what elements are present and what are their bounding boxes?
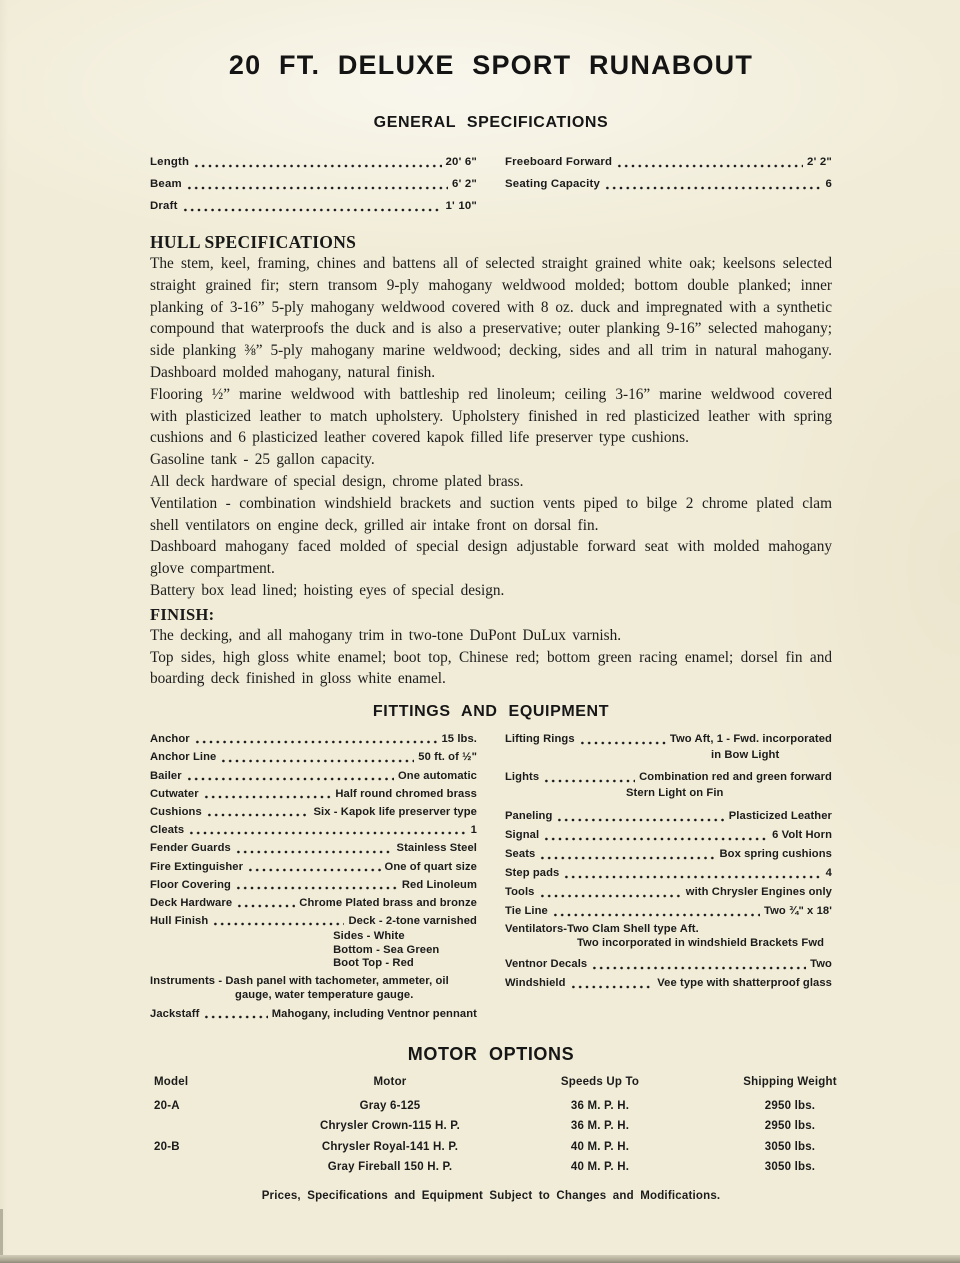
- dot-leader: [539, 887, 682, 899]
- fitting-value: Six - Kapok life preserver type: [313, 805, 477, 818]
- dot-leader: [570, 978, 654, 990]
- fitting-label: Windshield: [505, 976, 566, 989]
- motor-options-table: [150, 1076, 910, 1173]
- table-cell-speed: 40 M. P. H.: [570, 1140, 630, 1153]
- column-header-model: Model: [154, 1076, 189, 1089]
- table-cell-speed: 36 M. P. H.: [570, 1120, 630, 1133]
- fittings-section: [150, 730, 832, 1023]
- dot-leader: [235, 879, 398, 891]
- fitting-value: Two Aft, 1 - Fwd. incorporated: [669, 733, 832, 746]
- hull-paragraph: Flooring ½” marine weldwood with battleship red linoleum; ceiling 3-16” marine weldwood covered with plasticized leather to match upholstery. Upholstery finished in red plasticized leather with spring cushions and 6 plasticized leather covered kapok filled life preserver type cushions.: [150, 385, 832, 447]
- general-left-column: [150, 151, 477, 217]
- fitting-row-deck-hardware: [150, 894, 477, 912]
- general-right-column: [505, 151, 832, 217]
- table-cell-motor: Gray Fireball 150 H. P.: [327, 1161, 453, 1174]
- motor-options-heading: MOTOR OPTIONS: [407, 1044, 575, 1065]
- dot-leader: [556, 811, 724, 823]
- fitting-row-anchor-line: [150, 748, 477, 766]
- hull-paragraph: Ventilation - combination windshield brackets and suction vents piped to bilge 2 chrome plated clam shell ventilators on engine deck, grilled air intake front on dorsal fin.: [150, 494, 832, 534]
- spec-value: 6' 2": [452, 178, 477, 190]
- fitting-label: Jackstaff: [150, 1008, 200, 1021]
- spec-row-beam: [150, 173, 477, 195]
- fitting-row-anchor: [150, 730, 477, 748]
- fittings-right-column: [505, 730, 832, 1023]
- fitting-value: Deck - 2-tone varnished: [348, 915, 477, 928]
- spec-value: 1' 10": [445, 200, 477, 212]
- spec-row-freeboard: [505, 151, 832, 173]
- hull-paragraph: Battery box lead lined; hoisting eyes of special design.: [150, 581, 505, 599]
- spec-label: Freeboard Forward: [505, 156, 613, 168]
- lights-cont: Stern Light on Fin: [625, 787, 724, 800]
- fitting-row-lights: [505, 768, 832, 787]
- fitting-value: Half round chromed brass: [335, 787, 477, 800]
- scan-edge-artifact: [0, 1209, 3, 1255]
- fitting-value: Plasticized Leather: [728, 809, 832, 822]
- table-cell-speed: 36 M. P. H.: [570, 1099, 630, 1112]
- dot-leader: [591, 959, 806, 971]
- fitting-row-signal: [505, 826, 832, 845]
- dot-leader: [543, 830, 768, 842]
- fitting-row-seats: [505, 845, 832, 864]
- fitting-row-ventnor-decals: [505, 955, 832, 974]
- fitting-label: Lights: [505, 771, 540, 784]
- fitting-row-fire-extinguisher: [150, 858, 477, 876]
- dot-leader: [212, 915, 344, 927]
- page-title: 20 FT. DELUXE SPORT RUNABOUT: [228, 50, 754, 80]
- spec-label: Length: [150, 156, 190, 168]
- spec-label: Beam: [150, 178, 182, 190]
- table-cell-speed: 40 M. P. H.: [570, 1161, 630, 1174]
- fitting-row-paneling: [505, 807, 832, 826]
- fitting-label: Bailer: [150, 769, 182, 782]
- dot-leader: [539, 849, 715, 861]
- spec-row-length: [150, 151, 477, 173]
- dot-leader: [203, 1008, 267, 1020]
- fitting-value: 1: [470, 824, 477, 837]
- fitting-label: Seats: [505, 847, 536, 860]
- dot-leader: [247, 861, 380, 873]
- fitting-value: 15 lbs.: [441, 733, 477, 746]
- spec-value: 20' 6": [445, 156, 477, 168]
- dot-leader: [236, 897, 295, 909]
- dot-leader: [543, 772, 635, 784]
- spec-label: Draft: [150, 200, 178, 212]
- fittings-left-column: [150, 730, 477, 1023]
- fitting-label: Fender Guards: [150, 842, 231, 855]
- dot-leader: [186, 179, 448, 191]
- fitting-row-jackstaff: [150, 1005, 477, 1023]
- general-specifications-heading: GENERAL SPECIFICATIONS: [373, 114, 609, 131]
- dot-leader: [552, 906, 760, 918]
- column-header-motor: Motor: [373, 1076, 407, 1089]
- fitting-value: One of quart size: [384, 860, 477, 873]
- fitting-label: Step pads: [505, 866, 560, 879]
- fitting-value: Two ¾" x 18': [763, 904, 832, 917]
- table-cell-motor: Chrysler Crown-115 H. P.: [319, 1120, 461, 1133]
- fitting-row-windshield: [505, 974, 832, 993]
- fitting-value: Red Linoleum: [401, 878, 477, 891]
- dot-leader: [604, 179, 821, 191]
- dot-leader: [182, 201, 442, 213]
- fitting-row-cleats: [150, 821, 477, 839]
- fitting-value: Mahogany, including Ventnor pennant: [271, 1008, 477, 1021]
- fitting-label: Anchor: [150, 733, 190, 746]
- spec-value: 6: [825, 178, 832, 190]
- fitting-value: One automatic: [397, 769, 477, 782]
- fitting-row-step-pads: [505, 864, 832, 883]
- fitting-value: 6 Volt Horn: [772, 828, 832, 841]
- fitting-row-cutwater: [150, 785, 477, 803]
- general-specifications-section: [150, 151, 832, 217]
- fitting-instruments-line1: Instruments - Dash panel with tachometer, ammeter, oil: [150, 974, 449, 987]
- hull-paragraph: All deck hardware of special design, chrome plated brass.: [150, 472, 524, 490]
- table-cell-model: 20-B: [154, 1140, 180, 1153]
- fitting-row-hull-finish: [150, 912, 477, 930]
- finish-paragraph: The decking, and all mahogany trim in two-tone DuPont DuLux varnish.: [150, 626, 622, 644]
- hull-specifications-heading: HULL SPECIFICATIONS: [150, 232, 357, 252]
- table-cell-weight: 2950 lbs.: [764, 1099, 816, 1112]
- fitting-value: Stainless Steel: [396, 842, 477, 855]
- dot-leader: [203, 788, 332, 800]
- fitting-value: Combination red and green forward: [639, 771, 832, 784]
- hull-paragraph: Gasoline tank - 25 gallon capacity.: [150, 451, 375, 469]
- fitting-label: Anchor Line: [150, 751, 217, 764]
- fitting-value: Vee type with shatterproof glass: [657, 976, 832, 989]
- fitting-value: Box spring cushions: [719, 847, 832, 860]
- table-cell-motor: Gray 6-125: [359, 1099, 421, 1112]
- fitting-label: Cleats: [150, 824, 185, 837]
- dot-leader: [188, 824, 466, 836]
- finish-section: [150, 625, 832, 690]
- fitting-label: Paneling: [505, 809, 553, 822]
- scan-bottom-edge: [0, 1255, 960, 1263]
- table-cell-weight: 2950 lbs.: [764, 1120, 816, 1133]
- fitting-value: Chrome Plated brass and bronze: [299, 896, 477, 909]
- dot-leader: [563, 868, 821, 880]
- fitting-value: with Chrysler Engines only: [685, 885, 832, 898]
- fitting-label: Fire Extinguisher: [150, 860, 244, 873]
- fittings-heading: FITTINGS AND EQUIPMENT: [372, 703, 610, 721]
- table-cell-motor: Chrysler Royal-141 H. P.: [321, 1140, 459, 1153]
- hull-finish-bottom: Bottom - Sea Green: [333, 943, 440, 956]
- fitting-row-floor-covering: [150, 876, 477, 894]
- dot-leader: [235, 843, 393, 855]
- table-cell-model: [150, 1120, 250, 1132]
- fitting-label: Deck Hardware: [150, 896, 233, 909]
- table-cell-weight: 3050 lbs.: [764, 1140, 816, 1153]
- dot-leader: [194, 733, 438, 745]
- fitting-label: Cushions: [150, 805, 202, 818]
- fitting-row-bailer: [150, 767, 477, 785]
- dot-leader: [206, 806, 310, 818]
- lifting-rings-cont: in Bow Light: [711, 749, 780, 762]
- table-cell-weight: 3050 lbs.: [764, 1161, 816, 1174]
- table-cell-model: [150, 1161, 250, 1173]
- fitting-label: Tie Line: [505, 904, 548, 917]
- dot-leader: [616, 157, 803, 169]
- column-header-speeds: Speeds Up To: [560, 1076, 640, 1089]
- fitting-row-fender-guards: [150, 839, 477, 857]
- fitting-label: Lifting Rings: [505, 733, 575, 746]
- fitting-label: Cutwater: [150, 787, 199, 800]
- hull-paragraph: The stem, keel, framing, chines and battens all of selected straight grained white oak; keelsons selected straight grained fir; stern transom 9-ply mahogany weldwood molded; bottom double planked; inner planking of 3-16” 5-ply mahogany weldwood covered with 8 oz. duck and impregnated with a synthetic compound that waterproofs the duck and is also a preservative; outer planking 9-16” selected mahogany; side planking ⅜” 5-ply mahogany marine weldwood; decking, sides and all trim in natural mahogany. Dashboard molded mahogany, natural finish.: [150, 255, 832, 381]
- fitting-ventilators-line1: Ventilators-Two Clam Shell type Aft.: [505, 922, 699, 935]
- dot-leader: [579, 734, 666, 746]
- fitting-ventilators-line2: Two incorporated in windshield Brackets Fwd: [576, 936, 825, 949]
- fitting-value: 50 ft. of ½": [418, 751, 477, 764]
- fitting-label: Tools: [505, 885, 535, 898]
- hull-specifications-section: [150, 253, 832, 602]
- hull-finish-boot-top: Boot Top - Red: [333, 956, 414, 969]
- fitting-value: 4: [825, 866, 832, 879]
- spec-row-draft: [150, 195, 477, 217]
- finish-heading: FINISH:: [150, 604, 215, 624]
- fitting-label: Floor Covering: [150, 878, 231, 891]
- fitting-value: Two: [810, 957, 832, 970]
- fitting-instruments-line2: gauge, water temperature gauge.: [235, 988, 414, 1001]
- disclaimer-text: Prices, Specifications and Equipment Subject to Changes and Modifications.: [261, 1190, 721, 1203]
- fitting-row-lifting-rings: [505, 730, 832, 749]
- finish-paragraph: Top sides, high gloss white enamel; boot top, Chinese red; bottom green racing enamel; dorsel fin and boarding deck finished in gloss white enamel.: [150, 648, 832, 688]
- page-content: [150, 0, 837, 1203]
- column-header-shipping-weight: Shipping Weight: [743, 1076, 837, 1089]
- dot-leader: [186, 770, 394, 782]
- hull-paragraph: Dashboard mahogany faced molded of special design adjustable forward seat with molded mahogany glove compartment.: [150, 538, 832, 578]
- fitting-label: Ventnor Decals: [505, 957, 588, 970]
- fitting-label: Signal: [505, 828, 540, 841]
- fitting-row-tools: [505, 883, 832, 902]
- spec-row-seating: [505, 173, 832, 195]
- dot-leader: [193, 157, 441, 169]
- dot-leader: [220, 752, 414, 764]
- spec-value: 2' 2": [807, 156, 832, 168]
- spec-label: Seating Capacity: [505, 178, 600, 190]
- table-cell-model: 20-A: [154, 1099, 180, 1112]
- fitting-row-cushions: [150, 803, 477, 821]
- fitting-label: Hull Finish: [150, 915, 209, 928]
- hull-finish-sides: Sides - White: [333, 930, 405, 943]
- fitting-row-tie-line: [505, 902, 832, 921]
